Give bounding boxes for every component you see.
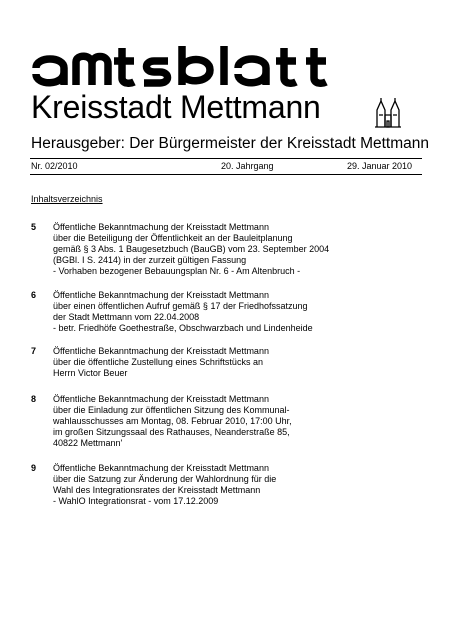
divider <box>30 174 422 175</box>
toc-line: über die Beteiligung der Öffentlichkeit an der Bauleitplanung <box>53 233 293 243</box>
toc-heading: Inhaltsverzeichnis <box>31 194 103 204</box>
toc-line: über die Einladung zur öffentlichen Sitzung des Kommunal- <box>53 405 290 415</box>
toc-line: 40822 Mettmann' <box>53 438 123 448</box>
toc-line: Öffentliche Bekanntmachung der Kreisstadt Mettmann <box>53 222 269 232</box>
toc-line: Öffentliche Bekanntmachung der Kreisstadt Mettmann <box>53 346 269 356</box>
issue-number: Nr. 02/2010 <box>31 161 78 171</box>
issue-date: 29. Januar 2010 <box>346 161 412 171</box>
toc-page-number: 9 <box>31 463 37 473</box>
toc-line: Öffentliche Bekanntmachung der Kreisstadt Mettmann <box>53 463 269 473</box>
divider <box>30 158 422 159</box>
issue-volume: 20. Jahrgang <box>221 161 274 171</box>
toc-line: über einen öffentlichen Aufruf gemäß § 17 der Friedhofssatzung <box>53 301 308 311</box>
toc-line: gemäß § 3 Abs. 1 Baugesetzbuch (BauGB) vom 23. September 2004 <box>53 244 330 254</box>
church-crest-icon <box>373 97 403 129</box>
toc-line: - Vorhaben bezogener Bebauungsplan Nr. 6 - Am Altenbruch - <box>53 266 301 276</box>
toc-line: - betr. Friedhöfe Goethestraße, Obschwarzbach und Lindenheide <box>53 323 313 333</box>
toc-line: - WahlO Integrationsrat - vom 17.12.2009 <box>53 496 219 506</box>
toc-entry-text <box>53 346 269 379</box>
toc-entry-text <box>53 222 329 277</box>
toc-page-number: 6 <box>31 290 37 300</box>
toc-entry-text <box>53 463 276 507</box>
toc-page-number: 8 <box>31 394 37 404</box>
toc-page-number: 5 <box>31 222 37 232</box>
toc-line: Wahl des Integrationsrates der Kreisstadt Mettmann <box>53 485 261 495</box>
toc-line: Öffentliche Bekanntmachung der Kreisstadt Mettmann <box>53 394 269 404</box>
city-title: Kreisstadt Mettmann <box>31 89 321 125</box>
toc-entry-text <box>53 290 313 334</box>
toc-line: über die Satzung zur Änderung der Wahlordnung für die <box>53 474 277 484</box>
toc-page-number: 7 <box>31 346 37 356</box>
toc-line: Öffentliche Bekanntmachung der Kreisstadt Mettmann <box>53 290 269 300</box>
toc-line: (BGBl. I S. 2414) in der zurzeit gültigen Fassung <box>53 255 247 265</box>
toc-entry-text <box>53 394 292 449</box>
toc-line: wahlausschusses am Montag, 08. Februar 2010, 17:00 Uhr, <box>53 416 292 426</box>
toc-line: im großen Sitzungssaal des Rathauses, Neanderstraße 85, <box>53 427 290 437</box>
toc-line: über die öffentliche Zustellung eines Schriftstücks an <box>53 357 263 367</box>
publisher-line: Herausgeber: Der Bürgermeister der Kreisstadt Mettmann <box>31 135 429 152</box>
toc-line: der Stadt Mettmann vom 22.04.2008 <box>53 312 200 322</box>
amtsblatt-logo <box>30 42 422 88</box>
toc-line: Herrn Victor Beuer <box>53 368 128 378</box>
